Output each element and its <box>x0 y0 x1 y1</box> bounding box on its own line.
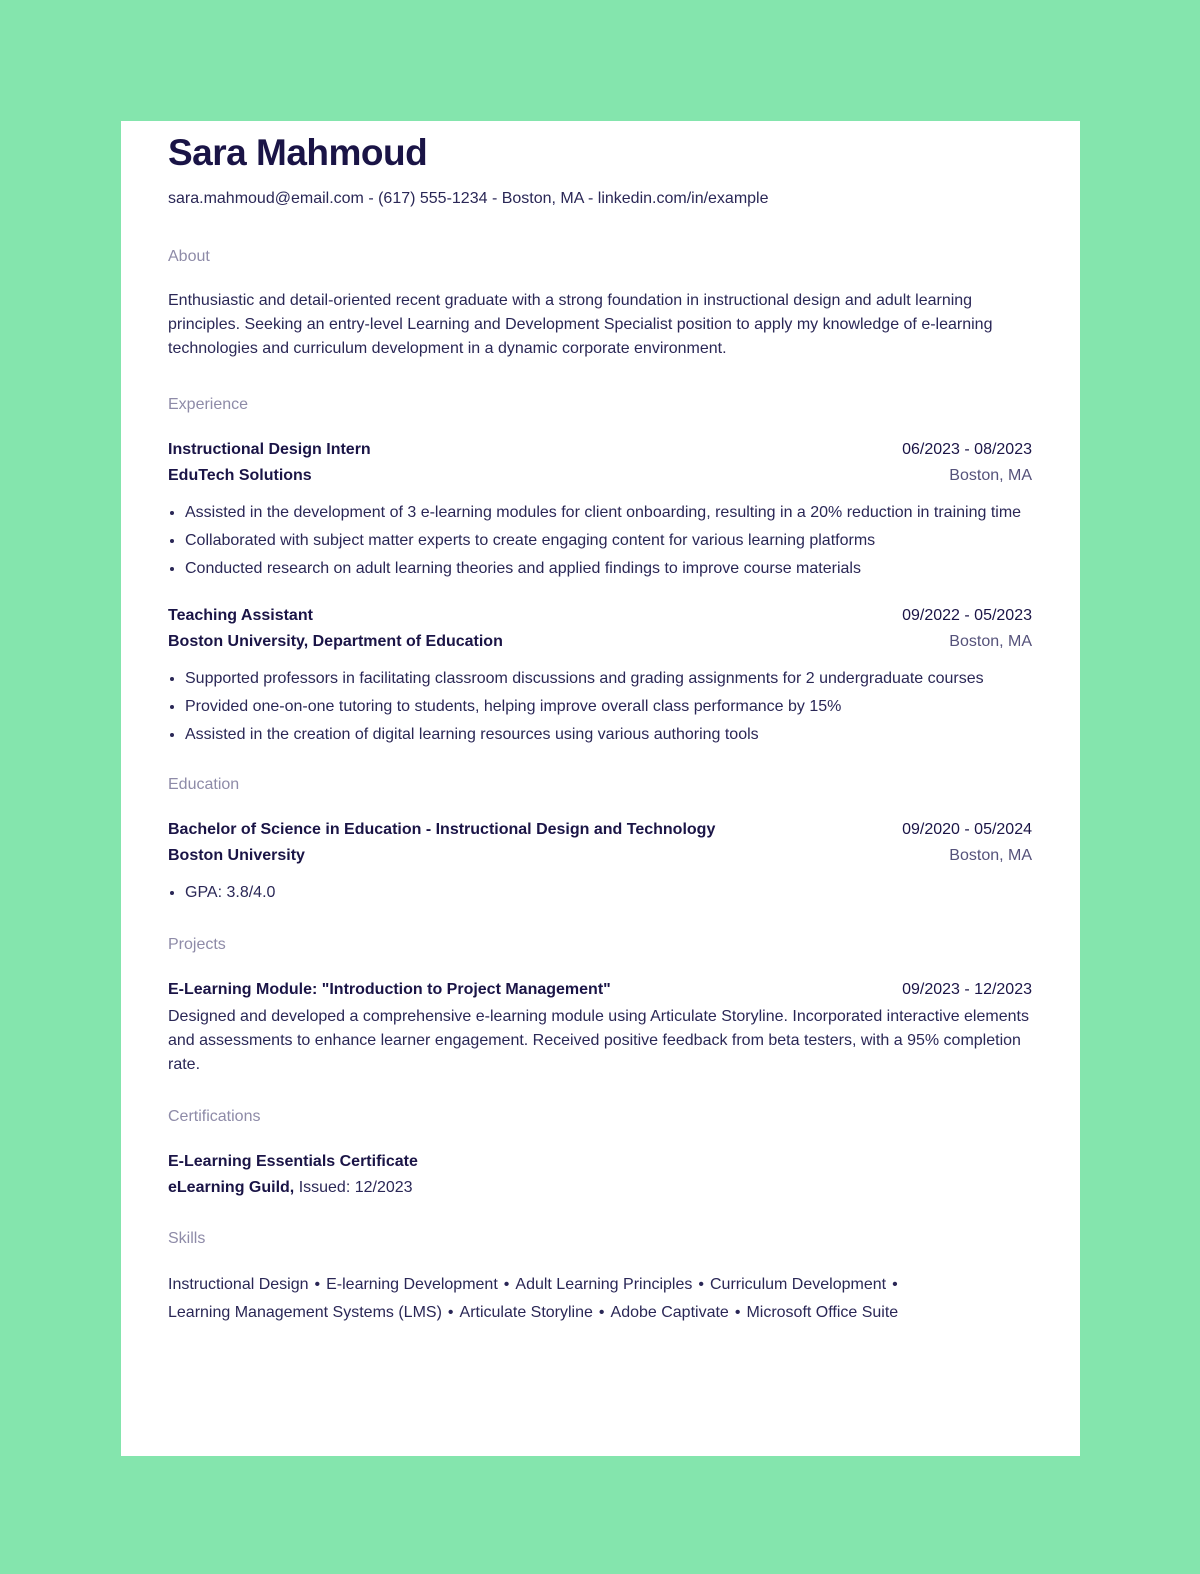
project-dates: 09/2023 - 12/2023 <box>902 981 1032 998</box>
job-dates: 09/2022 - 05/2023 <box>902 607 1032 624</box>
skill-separator: • <box>892 1276 898 1293</box>
skill-separator: • <box>734 1304 741 1321</box>
about-section <box>168 247 1032 361</box>
job-bullets <box>168 499 1032 583</box>
skill-item: E-learning Development <box>326 1276 498 1293</box>
contact-line: sara.mahmoud@email.com - (617) 555-1234 - Boston, MA - linkedin.com/in/example <box>168 190 769 207</box>
education-entry-subheader <box>168 843 1032 869</box>
experience-entry <box>168 603 1032 749</box>
job-location: Boston, MA <box>949 467 1032 484</box>
certification-entry <box>168 1149 1032 1201</box>
skill-item: Articulate Storyline <box>459 1304 593 1321</box>
experience-entry-subheader <box>168 463 1032 489</box>
job-title: Teaching Assistant <box>168 607 313 624</box>
skill-item: Curriculum Development <box>710 1276 887 1293</box>
bullet-item: • Collaborated with subject matter experts to create engaging content for various learning platforms <box>185 527 1032 555</box>
experience-entry-subheader <box>168 629 1032 655</box>
certification-issued: Issued: 12/2023 <box>298 1179 413 1196</box>
project-name: E-Learning Module: "Introduction to Project Management" <box>168 981 611 998</box>
certifications-section <box>168 1107 1032 1201</box>
bullet-item: • Provided one-on-one tutoring to students, helping improve overall class performance by 15% <box>185 693 1032 721</box>
education-entry <box>168 817 1032 907</box>
degree-dates: 09/2020 - 05/2024 <box>902 821 1032 838</box>
education-entry-header <box>168 817 1032 843</box>
project-description: Designed and developed a comprehensive e-learning module using Articulate Storyline. Incorporated interactive elements and assessments to enhance learner engagement. Received positive feedback from beta testers, with a 95% completion rate. <box>168 1008 1029 1073</box>
job-title: Instructional Design Intern <box>168 441 371 458</box>
education-bullets <box>168 879 1032 907</box>
job-bullets <box>168 665 1032 749</box>
candidate-name: Sara Mahmoud <box>168 132 428 173</box>
about-text: Enthusiastic and detail-oriented recent graduate with a strong foundation in instructional design and adult learning principles. Seeking an entry-level Learning and Development Specialist position to apply my knowledge of e-learning technologies and curriculum development in a dynamic corporate environment. <box>168 292 993 357</box>
education-section <box>168 775 1032 907</box>
projects-section <box>168 935 1032 1077</box>
skill-item: Adobe Captivate <box>610 1304 729 1321</box>
certification-issuer: eLearning Guild, <box>168 1179 295 1196</box>
skill-separator: • <box>447 1304 454 1321</box>
job-company: EduTech Solutions <box>168 467 312 484</box>
skill-separator: • <box>314 1276 321 1293</box>
section-title-about: About <box>168 248 210 265</box>
experience-entry <box>168 437 1032 583</box>
degree-title: Bachelor of Science in Education - Instructional Design and Technology <box>168 821 716 838</box>
skill-separator: • <box>598 1304 605 1321</box>
job-company: Boston University, Department of Education <box>168 633 503 650</box>
skill-item: Instructional Design <box>168 1276 309 1293</box>
section-title-projects: Projects <box>168 936 226 953</box>
project-entry <box>168 977 1032 1077</box>
job-location: Boston, MA <box>949 633 1032 650</box>
bullet-item: • Assisted in the development of 3 e-learning modules for client onboarding, resulting in a 20% reduction in training time <box>185 499 1032 527</box>
bullet-item: • GPA: 3.8/4.0 <box>185 879 1032 907</box>
section-title-skills: Skills <box>168 1230 206 1247</box>
skill-item: Microsoft Office Suite <box>746 1304 899 1321</box>
skill-item: Adult Learning Principles <box>515 1276 693 1293</box>
job-dates: 06/2023 - 08/2023 <box>902 441 1032 458</box>
bullet-item: • Assisted in the creation of digital learning resources using various authoring tools <box>185 721 1032 749</box>
resume-page <box>121 121 1080 1456</box>
skills-section <box>168 1229 1032 1327</box>
school-location: Boston, MA <box>949 847 1032 864</box>
skill-separator: • <box>698 1276 704 1293</box>
project-entry-header <box>168 977 1032 1003</box>
section-title-education: Education <box>168 776 240 793</box>
certification-details <box>168 1175 1032 1201</box>
experience-entry-header <box>168 603 1032 629</box>
school-name: Boston University <box>168 847 305 864</box>
bullet-item: • Conducted research on adult learning theories and applied findings to improve course materials <box>185 555 1032 583</box>
experience-section <box>168 395 1032 749</box>
certification-name: E-Learning Essentials Certificate <box>168 1153 418 1170</box>
bullet-item: • Supported professors in facilitating classroom discussions and grading assignments for 2 undergraduate courses <box>185 665 1032 693</box>
section-title-experience: Experience <box>168 396 249 413</box>
skill-item: Learning Management Systems (LMS) <box>168 1304 442 1321</box>
experience-entry-header <box>168 437 1032 463</box>
section-title-certifications: Certifications <box>168 1108 261 1125</box>
skill-separator: • <box>503 1276 510 1293</box>
skills-list <box>168 1271 1032 1327</box>
